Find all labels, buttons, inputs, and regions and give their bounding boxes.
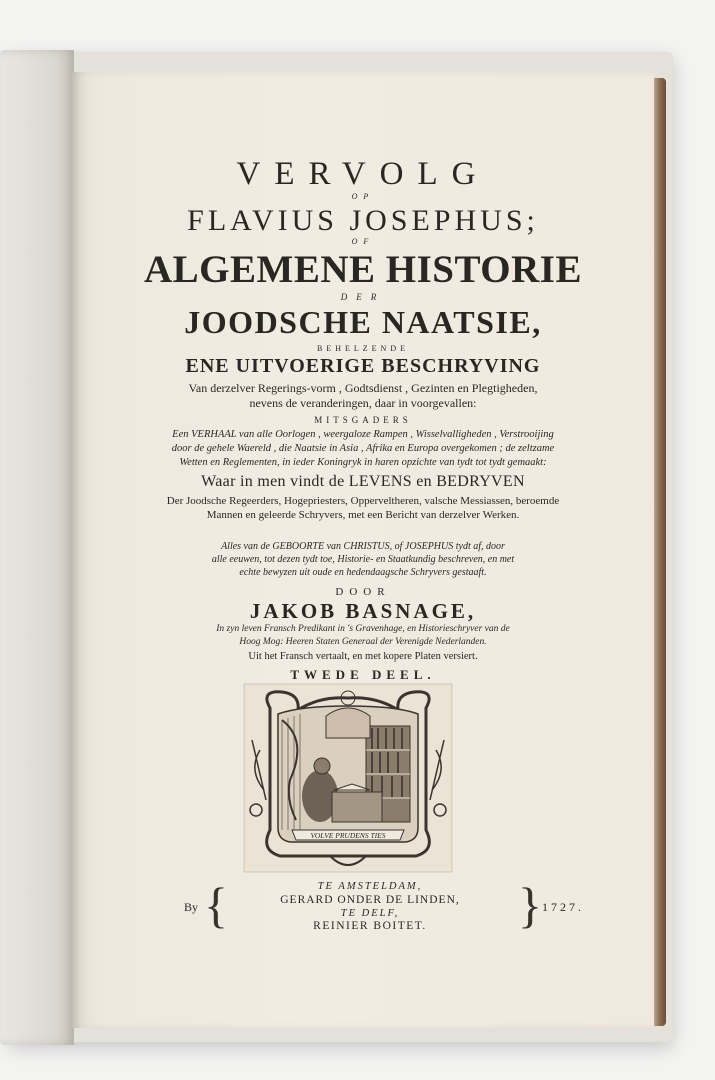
left-brace: { — [204, 877, 228, 933]
imprint-line: TE AMSTELDAM, — [317, 881, 423, 892]
paragraph2-line: Wetten en Reglementen, in ieder Koningryk in haren opzichte van tydt tot tydt gemaakt: — [179, 457, 547, 468]
title-page — [72, 72, 654, 1028]
imprint-line: GERARD ONDER DE LINDEN, — [280, 894, 460, 906]
paragraph1-line: Van derzelver Regerings-vorm , Godtsdienst , Gezinten en Plegtigheden, — [188, 381, 538, 395]
author-name: JAKOB BASNAGE, — [249, 599, 477, 623]
title-line-flavius: FLAVIUS JOSEPHUS; — [187, 204, 539, 237]
paragraph2-line: door de gehele Waereld , die Naatsie in Asia , Afrika en Europa overgekomen ; de zeltzame — [171, 443, 555, 454]
translation-note: Uit het Fransch vertaalt, en met kopere Platen versiert. — [248, 651, 478, 662]
title-line-algemene-historie: ALGEMENE HISTORIE — [144, 248, 582, 291]
door-line: DOOR — [335, 586, 391, 598]
imprint-by: By — [184, 900, 199, 914]
paragraph2-line: Een VERHAAL van alle Oorlogen , weergaloze Rampen , Wisselvalligheden , Verstrooijing — [172, 429, 554, 440]
mitsgaders-line: MITSGADERS — [314, 415, 412, 425]
title-line-behelzende: BEHELZENDE — [317, 344, 409, 353]
imprint-line: REINIER BOITET. — [313, 920, 427, 932]
imprint-year: 1727. — [542, 900, 584, 914]
volume-line: TWEDE DEEL. — [290, 667, 436, 682]
levens-bedryven-line: Waar in men vindt de LEVENS en BEDRYVEN — [201, 473, 525, 490]
author-description-line: In zyn leven Fransch Predikant in 's Gravenhage, en Historieschryver van de — [216, 624, 510, 634]
title-line-joodsche: JOODSCHE NAATSIE, — [184, 304, 542, 340]
right-brace: } — [518, 877, 542, 933]
title-line-der: DER — [340, 292, 386, 302]
paragraph3-line: Der Joodsche Regeerders, Hogepriesters, Opperveltheren, valsche Messiassen, beroemde — [166, 495, 560, 507]
paragraph4-line: Alles van de GEBOORTE van CHRISTUS, of JOSEPHUS tydt af, door — [221, 541, 505, 552]
paragraph4-line: echte bewyzen uit oude en hedendaagsche Schryvers gestaaft. — [239, 567, 487, 578]
imprint-line: TE DELF, — [340, 908, 400, 919]
vignette-motto: VOLVE PRUDENS TIES — [310, 831, 386, 840]
paragraph3-line: Mannen en geleerde Schryvers, met een Bericht van derzelver Werken. — [206, 509, 520, 521]
paragraph1-line: nevens de veranderingen, daar in voorgevallen: — [249, 396, 477, 410]
title-line-vervolg: VERVOLG — [236, 156, 490, 192]
imprint-block — [178, 877, 638, 933]
title-line-op: OP — [351, 192, 375, 201]
paragraph4-line: alle eeuwen, tot dezen tydt toe, Historie- en Staatkundig beschreven, en met — [211, 554, 515, 565]
title-line-beschryving: ENE UITVOERIGE BESCHRYVING — [185, 355, 541, 377]
author-description-line: Hoog Mog: Heeren Staten Generaal der Verenigde Nederlanden. — [239, 637, 487, 647]
title-line-of: OF — [351, 237, 375, 246]
left-page-stack — [0, 50, 74, 1045]
engraved-vignette — [230, 680, 466, 876]
